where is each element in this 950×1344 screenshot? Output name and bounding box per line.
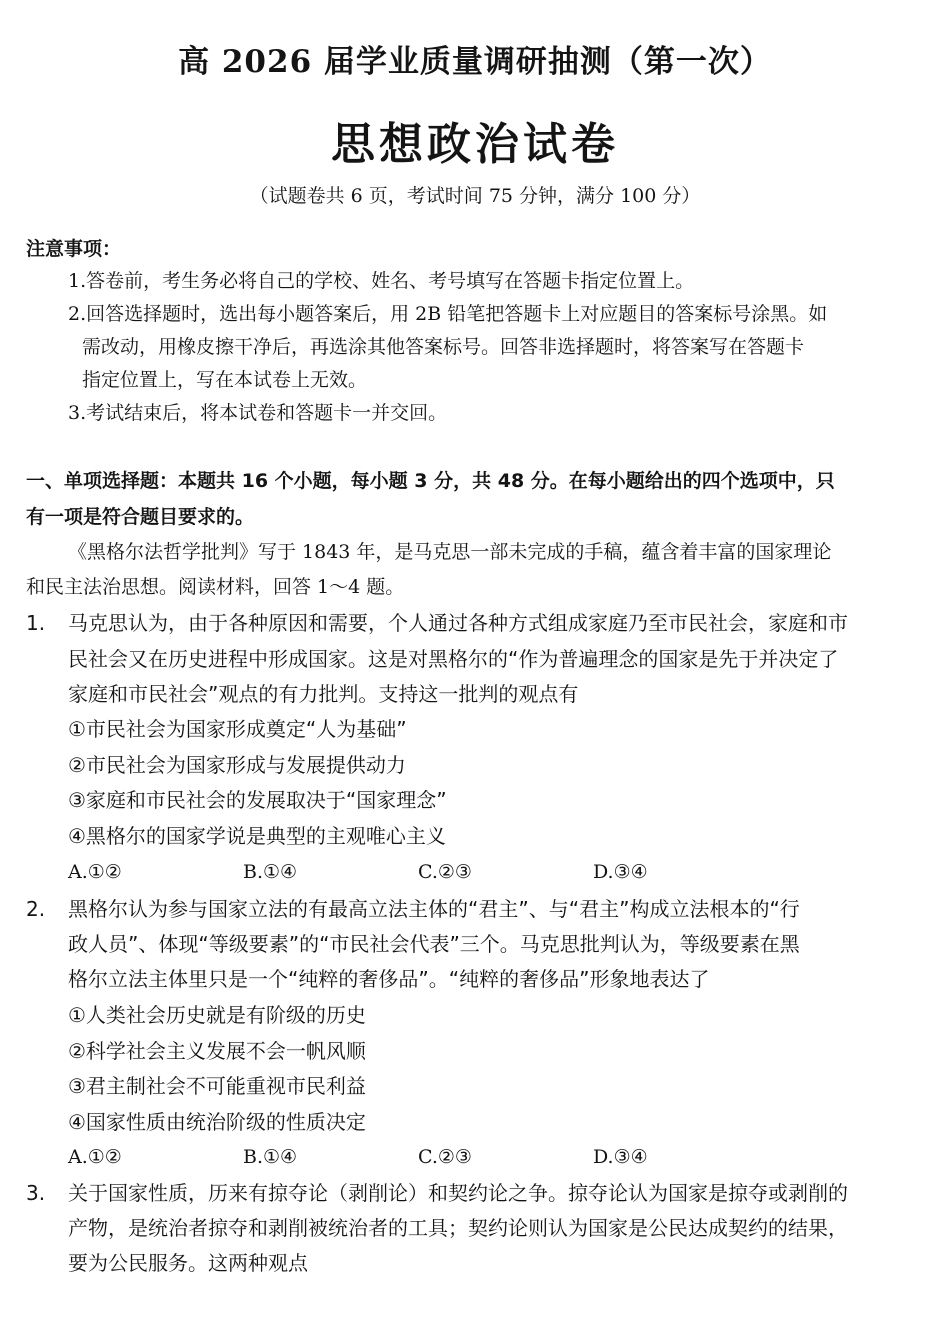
option-c: C.②③ (418, 1146, 472, 1168)
notice-heading: 注意事项： (26, 238, 122, 260)
section-heading: 有一项是符合题目要求的。 (26, 506, 255, 528)
statement: ②市民社会为国家形成与发展提供动力 (68, 753, 406, 777)
option-d: D.③④ (593, 1146, 648, 1168)
statement: ④国家性质由统治阶级的性质决定 (68, 1110, 366, 1134)
question-stem: 关于国家性质，历来有掠夺论（剥削论）和契约论之争。掠夺论认为国家是掠夺或剥削的 (68, 1181, 848, 1205)
statement: ③君主制社会不可能重视市民利益 (68, 1074, 366, 1098)
material-intro: 《黑格尔法哲学批判》写于 1843 年，是马克思一部未完成的手稿，蕴含着丰富的国家理论 (68, 541, 832, 563)
statement: ①人类社会历史就是有阶级的历史 (68, 1003, 366, 1027)
notice-line: 需改动，用橡皮擦干净后，再选涂其他答案标号。回答非选择题时，将答案写在答题卡 (82, 336, 805, 358)
question-stem: 要为公民服务。这两种观点 (68, 1251, 308, 1275)
statement: ①市民社会为国家形成奠定“人为基础” (68, 717, 407, 741)
option-a: A.①② (68, 861, 122, 883)
question-stem: 马克思认为，由于各种原因和需要，个人通过各种方式组成家庭乃至市民社会，家庭和市 (68, 611, 848, 635)
option-c: C.②③ (418, 861, 472, 883)
section-heading: 一、单项选择题：本题共 16 个小题，每小题 3 分，共 48 分。在每小题给出的四个选项中，只 (26, 470, 835, 492)
exam-title: 高 2026 届学业质量调研抽测（第一次） (178, 44, 772, 80)
material-intro: 和民主法治思想。阅读材料，回答 1～4 题。 (26, 576, 405, 598)
notice-line: 1.答卷前，考生务必将自己的学校、姓名、考号填写在答题卡指定位置上。 (68, 270, 695, 292)
option-a: A.①② (68, 1146, 122, 1168)
option-b: B.①④ (243, 1146, 298, 1168)
statement: ③家庭和市民社会的发展取决于“国家理念” (68, 788, 447, 812)
question-stem: 民社会又在历史进程中形成国家。这是对黑格尔的“作为普遍理念的国家是先于并决定了 (68, 647, 839, 671)
option-d: D.③④ (593, 861, 648, 883)
exam-info: （试题卷共 6 页，考试时间 75 分钟，满分 100 分） (249, 185, 701, 207)
question-stem: 黑格尔认为参与国家立法的有最高立法主体的“君主”、与“君主”构成立法根本的“行 (68, 897, 800, 921)
option-b: B.①④ (243, 861, 298, 883)
statement: ④黑格尔的国家学说是典型的主观唯心主义 (68, 824, 446, 848)
question-stem: 产物，是统治者掠夺和剥削被统治者的工具；契约论则认为国家是公民达成契约的结果， (68, 1216, 848, 1240)
question-stem: 家庭和市民社会”观点的有力批判。支持这一批判的观点有 (68, 682, 579, 706)
question-stem: 格尔立法主体里只是一个“纯粹的奢侈品”。“纯粹的奢侈品”形象地表达了 (68, 967, 710, 991)
subject-title: 思想政治试卷 (331, 119, 619, 170)
question-number: 1. (26, 611, 46, 635)
question-number: 3. (26, 1181, 46, 1205)
question-number: 2. (26, 897, 46, 921)
notice-line: 3.考试结束后，将本试卷和答题卡一并交回。 (68, 402, 448, 424)
statement: ②科学社会主义发展不会一帆风顺 (68, 1039, 366, 1063)
notice-line: 指定位置上，写在本试卷上无效。 (82, 369, 368, 391)
notice-line: 2.回答选择题时，选出每小题答案后，用 2B 铅笔把答题卡上对应题目的答案标号涂黑。如 (68, 303, 828, 325)
question-stem: 政人员”、体现“等级要素”的“市民社会代表”三个。马克思批判认为，等级要素在黑 (68, 932, 800, 956)
